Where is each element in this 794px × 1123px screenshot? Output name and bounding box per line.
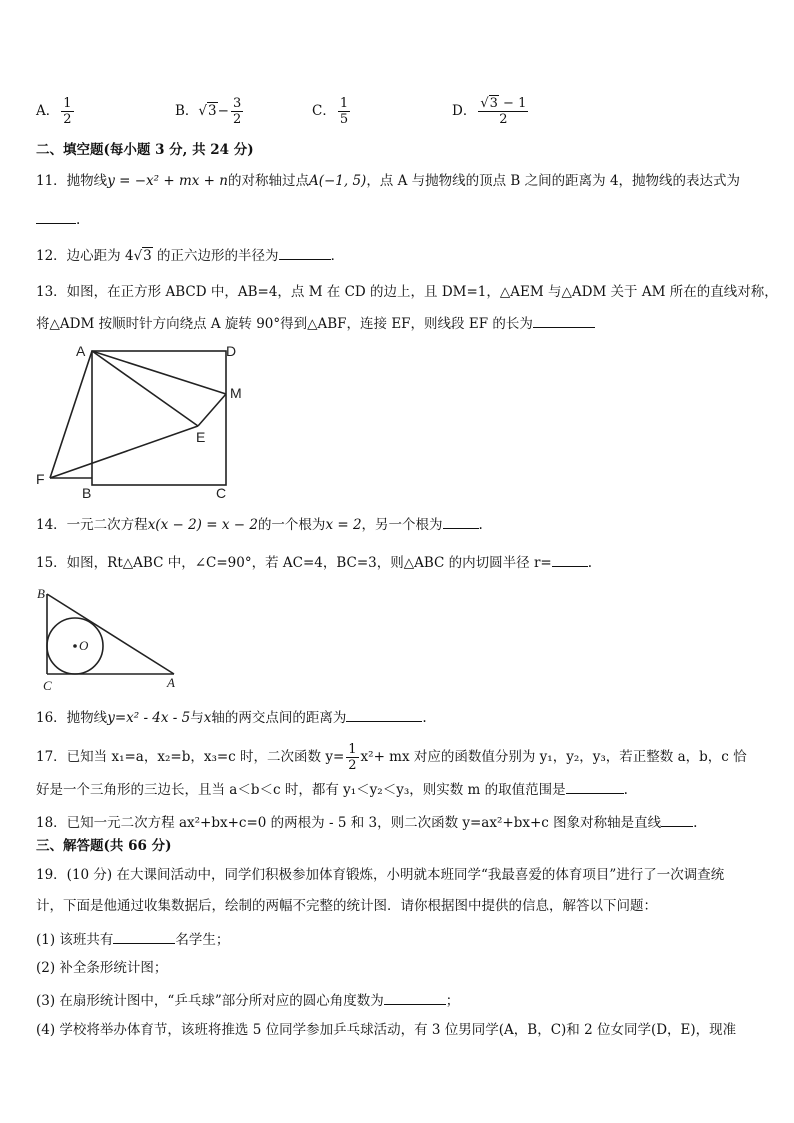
section-title-solve: 三、解答题(共 66 分) bbox=[36, 838, 172, 854]
figure-15-triangle bbox=[34, 584, 184, 694]
fig13-label-D: D bbox=[226, 343, 237, 359]
question-13-line2: 将△ADM 按顺时针方向绕点 A 旋转 90°得到△ABF，连接 EF，则线段 EF 的长为 bbox=[36, 313, 595, 333]
fig15-label-B: B bbox=[37, 586, 45, 601]
section-title-fill-blank: 二、填空题(每小题 3 分, 共 24 分) bbox=[36, 142, 254, 158]
fig15-label-A: A bbox=[167, 675, 175, 690]
option-d: D． $\frac{√3 - 1}{2}$ bbox=[452, 96, 527, 127]
question-19-part2: (2) 补全条形统计图； bbox=[36, 960, 168, 976]
question-19-part4: (4) 学校将举办体育节，该班将推选 5 位同学参加乒乓球活动，有 3 位男同学(A，B，C)和 2 位女同学(D，E)，现准 bbox=[36, 1022, 737, 1038]
question-14: 14．一元二次方程x(x − 2) = x − 2的一个根为x = 2，另一个根为 . bbox=[36, 514, 483, 534]
question-19-line1: 19．(10 分) 在大课间活动中，同学们积极参加体育锻炼，小明就本班同学“我最喜爱的体育项目”进行了一次调查统 bbox=[36, 867, 725, 883]
question-11-answer-line: . bbox=[36, 209, 80, 229]
fig15-label-C: C bbox=[43, 678, 52, 693]
question-19-line2: 计，下面是他通过收集数据后，绘制的两幅不完整的统计图．请你根据图中提供的信息，解答以下问题： bbox=[36, 898, 657, 914]
fig13-label-E: E bbox=[196, 429, 206, 445]
question-19-part3: (3) 在扇形统计图中，“乒乓球”部分所对应的圆心角度数为 ； bbox=[36, 990, 459, 1010]
option-b: B．√3− $\frac{3}{2}$ bbox=[175, 96, 242, 127]
fig13-label-F: F bbox=[36, 471, 45, 487]
question-16: 16．抛物线y=x² - 4x - 5与x轴的两交点间的距离为 . bbox=[36, 707, 427, 727]
question-11: 11．抛物线y = −x² + mx + n的对称轴过点A(−1, 5)，点 A 与抛物线的顶点 B 之间的距离为 4，抛物线的表达式为 bbox=[36, 173, 741, 189]
option-a: A． $\frac{1}{2}$ bbox=[36, 96, 72, 127]
figure-13-square bbox=[30, 340, 260, 500]
question-17-line2: 好是一个三角形的三边长，且当 a＜b＜c 时，都有 y₁＜y₂＜y₃，则实数 m 的取值范围是 . bbox=[36, 779, 628, 799]
question-17-line1: 17．已知当 x₁=a，x₂=b，x₃=c 时，二次函数 y= $\frac{1}{2}$ x²+ mx 对应的函数值分别为 y₁，y₂，y₃，若正整数 a，b，c 恰 bbox=[36, 742, 747, 773]
question-19-part1: (1) 该班共有 名学生； bbox=[36, 929, 229, 949]
option-c: C． $\frac{1}{5}$ bbox=[312, 96, 349, 127]
question-15: 15．如图，Rt△ABC 中，∠C=90°，若 AC=4，BC=3，则△ABC 的内切圆半径 r= . bbox=[36, 552, 592, 572]
fig15-label-O: O bbox=[79, 638, 89, 653]
question-12: 12．边心距为 4√3 的正六边形的半径为 ． bbox=[36, 245, 344, 265]
fig13-label-M: M bbox=[230, 385, 242, 401]
fig13-label-B: B bbox=[82, 485, 92, 500]
question-18: 18．已知一元二次方程 ax²+bx+c=0 的两根为 - 5 和 3，则二次函数 y=ax²+bx+c 图象对称轴是直线 . bbox=[36, 812, 697, 832]
fig13-label-C: C bbox=[216, 485, 227, 500]
fig13-label-A: A bbox=[76, 343, 86, 359]
question-13-line1: 13．如图，在正方形 ABCD 中，AB=4，点 M 在 CD 的边上，且 DM=1，△AEM 与△ADM 关于 AM 所在的直线对称， bbox=[36, 284, 778, 300]
